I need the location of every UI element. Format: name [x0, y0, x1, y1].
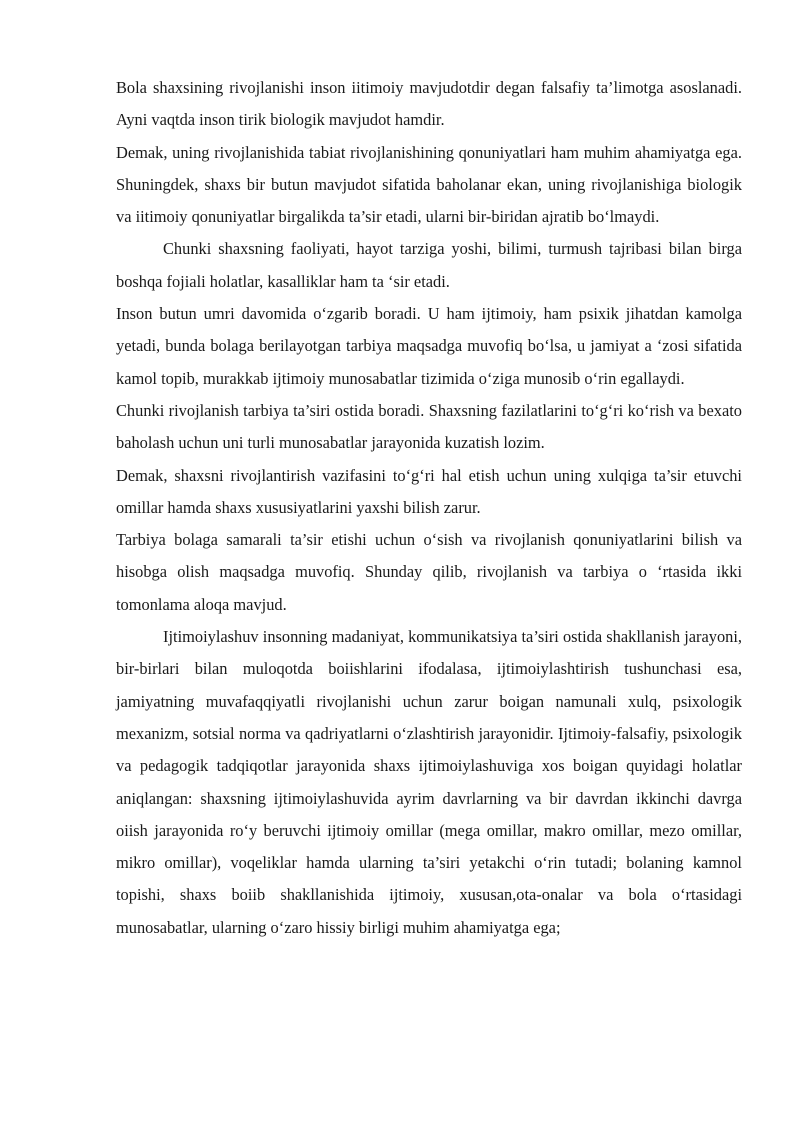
paragraph-behavior-factors: Demak, shaxsni rivojlantirish vazifasini to‘g‘ri hal etish uchun uning xulqiga ta’sir etuvchi omillar hamda shaxs xususiyatlarini yaxshi bilish zarur. [116, 465, 742, 517]
paragraph-development-link: Tarbiya bolaga samarali ta’sir etishi uchun o‘sish va rivojlanish qonuniyatlarini bilish va hisobga olish maqsadga muvofiq. Shunday qilib, rivojlanish va tarbiya o ‘rtasida ikki tomonlama aloqa mavjud. [116, 530, 742, 614]
paragraph-laws: Demak, uning rivojlanishida tabiat rivojlanishining qonuniyatlari ham muhim ahamiyatga ega. Shuningdek, shaxs bir butun mavjudot sifatida baholanar ekan, uning rivojlanishiga biologik va iitimoiy qonuniyatlar birgalikda ta’sir etadi, ularni bir-biridan ajratib bo‘lmaydi. [116, 142, 742, 227]
document-page [116, 72, 742, 944]
paragraph-lifelong-change: Inson butun umri davomida o‘zgarib boradi. U ham ijtimoiy, ham psixik jihatdan kamolga yetadi, bunda bolaga berilayotgan tarbiya maqsadga muvofiq bo‘lsa, u jamiyat a ‘zosi sifatida kamol topib, murakkab ijtimoiy munosabatlar tizimida o‘ziga munosib o‘rin egallaydi. [116, 304, 742, 388]
paragraph-socialization: Ijtimoiylashuv insonning madaniyat, kommunikatsiya ta’siri ostida shakllanish jarayoni, bir-birlari bilan muloqotda boiishlarini ifodalasa, ijtimoiylashtirish tushunchasi esa, jamiyatning muvafaqqiyatli rivojlanishi uchun zarur boigan namunali xulq, psixologik mexanizm, sotsial norma va qadriyatlarni o‘zlashtirish jarayonidir. Ijtimoiy-falsafiy, psixologik va pedagogik tadqiqotlar jarayonida shaxs ijtimoiylashuviga xos boigan quyidagi holatlar aniqlangan: shaxsning ijtimoiylashuvida ayrim davrlarning va bir davrdan ikkinchi davrga oiish jarayonida ro‘y beruvchi ijtimoiy omillar (mega omillar, makro omillar, mezo omillar, mikro omillar), voqeliklar hamda ularning ta’siri yetakchi o‘rin tutadi; bolaning kamnol topishi, shaxs boiib shakllanishida ijtimoiy, xususan,ota-onalar va bola o‘rtasidagi munosabatlar, ularning o‘zaro hissiy birligi muhim ahamiyatga ega; [116, 627, 742, 937]
paragraph-factors: Chunki shaxsning faoliyati, hayot tarziga yoshi, bilimi, turmush tajribasi bilan birga boshqa fojiali holatlar, kasalliklar ham ta ‘sir etadi. [116, 239, 742, 291]
paragraph-intro: Bola shaxsining rivojlanishi inson iitimoiy mavjudotdir degan falsafiy ta’limotga asoslanadi. Ayni vaqtda inson tirik biologik mavjudot hamdir. [116, 78, 742, 130]
paragraph-upbringing: Chunki rivojlanish tarbiya ta’siri ostida boradi. Shaxsning fazilatlarini to‘g‘ri ko‘rish va bexato baholash uchun uni turli munosabatlar jarayonida kuzatish lozim. [116, 400, 742, 453]
